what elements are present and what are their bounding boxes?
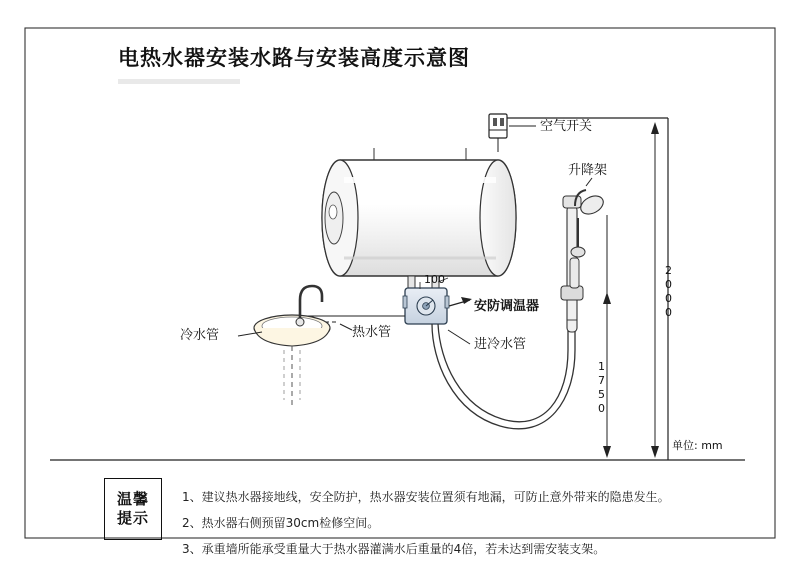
tip-badge — [104, 478, 162, 540]
shower-lift-bracket — [561, 190, 606, 332]
air-switch-icon — [489, 114, 507, 152]
label-cold-water-inlet: 进冷水管 — [474, 337, 527, 352]
page-title: 电热水器安装水路与安装高度示意图 — [118, 46, 470, 70]
water-heater-tank — [322, 148, 516, 276]
tip-badge-line-2: 提示 — [116, 509, 149, 527]
notes-list — [182, 484, 702, 562]
label-hot-water-pipe: 热水管 — [352, 325, 392, 340]
valve-mark-100: 100 — [424, 273, 445, 286]
unit-note: 单位: mm — [672, 439, 723, 452]
dimension-label-2000: 2000 — [662, 264, 675, 320]
dimension-1750 — [603, 215, 611, 458]
dimension-2000 — [651, 122, 659, 458]
thermostat-device — [403, 282, 449, 324]
label-lift-bracket: 升降架 — [568, 163, 608, 178]
label-air-switch: 空气开关 — [540, 119, 593, 134]
wash-basin — [254, 286, 330, 406]
dimension-label-1750: 1750 — [595, 360, 608, 416]
note-item: 2、热水器右侧预留30cm检修空间。 — [182, 516, 380, 530]
note-item: 3、承重墙所能承受重量大于热水器灌满水后重量的4倍，若未达到需安装支架。 — [182, 542, 606, 556]
tip-badge-line-1: 温馨 — [116, 490, 149, 508]
note-item: 1、建议热水器接地线，安全防护，热水器安装位置须有地漏，可防止意外带来的隐患发生。 — [182, 490, 670, 504]
label-thermostat: 安防调温器 — [474, 299, 540, 314]
label-cold-water-pipe: 冷水管 — [180, 328, 220, 343]
